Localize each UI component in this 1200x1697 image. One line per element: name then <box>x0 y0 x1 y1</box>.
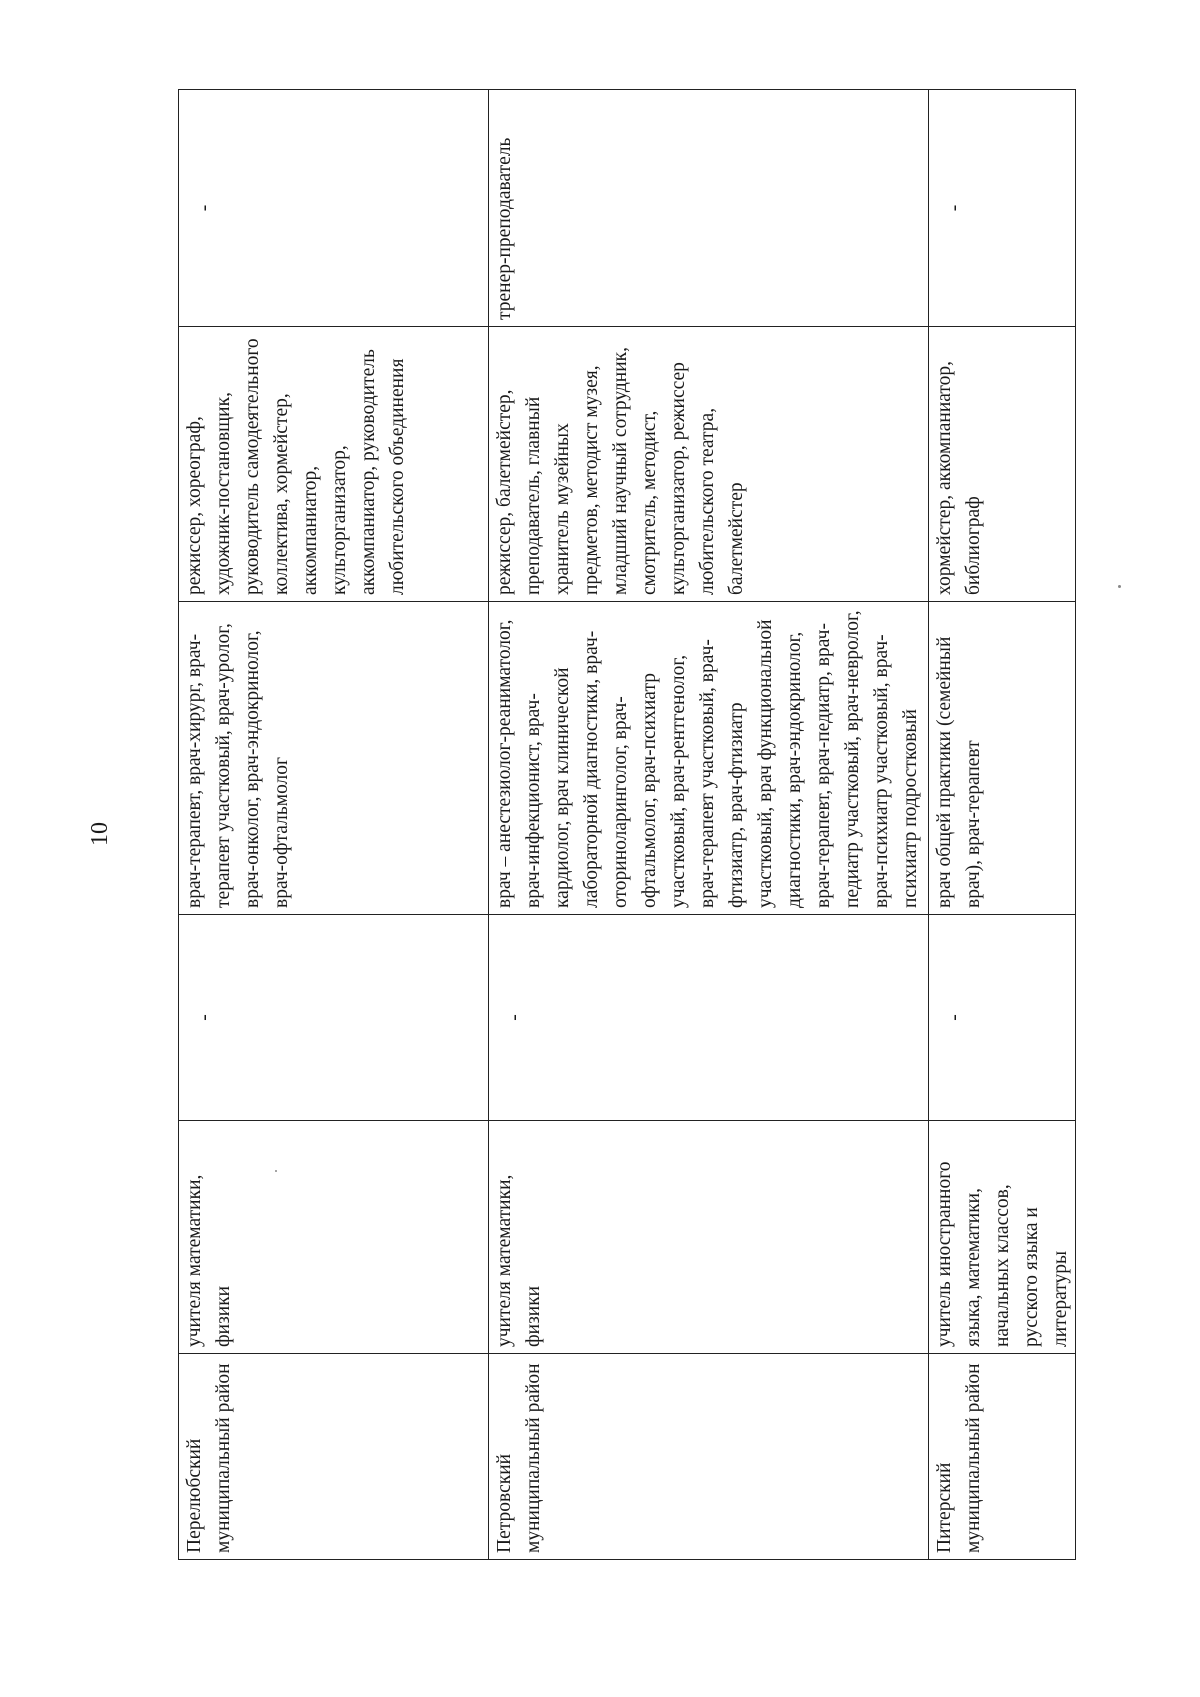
dash-mark: - <box>194 204 215 212</box>
table-row <box>929 90 1076 1560</box>
culture-cell: хормейстер, аккомпаниатор, библиограф <box>929 327 1076 602</box>
sport-cell: тренер-преподаватель <box>489 90 929 327</box>
empty-category-cell <box>179 915 489 1121</box>
culture-cell: режиссер, балетмейстер, преподаватель, главный хранитель музейных предметов, методист музея, младший научный сотрудник, смотритель, методист, культорганизатор, режиссер любительского театра, балетмейстер <box>489 327 929 602</box>
district-cell: Петровский муниципальный район <box>489 1354 929 1560</box>
sport-cell <box>929 90 1076 327</box>
empty-category-cell <box>489 915 929 1121</box>
staffing-needs-table <box>178 89 1076 1560</box>
teachers-cell: учителя математики, физики <box>489 1121 929 1354</box>
doctors-cell: врач – анестезиолог-реаниматолог, врач-инфекционист, врач-кардиолог, врач клинической лабораторной диагностики, врач-оториноларинголог, врач-офтальмолог, врач-психиатр участковый, врач-рентгенолог, врач-терапевт участковый, врач-фтизиатр, врач-фтизиатр участковый, врач функциональной диагностики, врач-эндокринолог, врач-терапевт, врач-педиатр, врач-педиатр участковый, врач-невролог, врач-психиатр участковый, врач-психиатр подростковый <box>489 602 929 915</box>
scan-speck <box>275 1170 277 1172</box>
dash-mark: - <box>944 1014 965 1021</box>
district-cell: Питерский муниципальный район <box>929 1354 1076 1560</box>
dash-mark: - <box>504 1014 525 1021</box>
doctors-cell: врач-терапевт, врач-хирург, врач-терапевт участковый, врач-уролог, врач-онколог, врач-эндокринолог, врач-офтальмолог <box>179 602 489 915</box>
table-row <box>179 90 489 1560</box>
empty-category-cell <box>929 915 1076 1121</box>
rotated-table-wrapper <box>178 90 1071 1560</box>
culture-cell: режиссер, хореограф, художник-постановщик, руководитель самодеятельного коллектива, хормейстер, аккомпаниатор, культорганизатор, аккомпаниатор, руководитель любительского объединения <box>179 327 489 602</box>
teachers-cell: учитель иностранного языка, математики, начальных классов, русского языка и литературы <box>929 1121 1076 1354</box>
dash-mark: - <box>194 1014 215 1021</box>
page-number: 10 <box>87 822 113 846</box>
table-row <box>489 90 929 1560</box>
sport-cell <box>179 90 489 327</box>
teachers-cell: учителя математики, физики <box>179 1121 489 1354</box>
dash-mark: - <box>944 204 965 212</box>
scan-speck <box>1118 585 1121 588</box>
doctors-cell: врач общей практики (семейный врач), врач-терапевт <box>929 602 1076 915</box>
district-cell: Перелюбский муниципальный район <box>179 1354 489 1560</box>
